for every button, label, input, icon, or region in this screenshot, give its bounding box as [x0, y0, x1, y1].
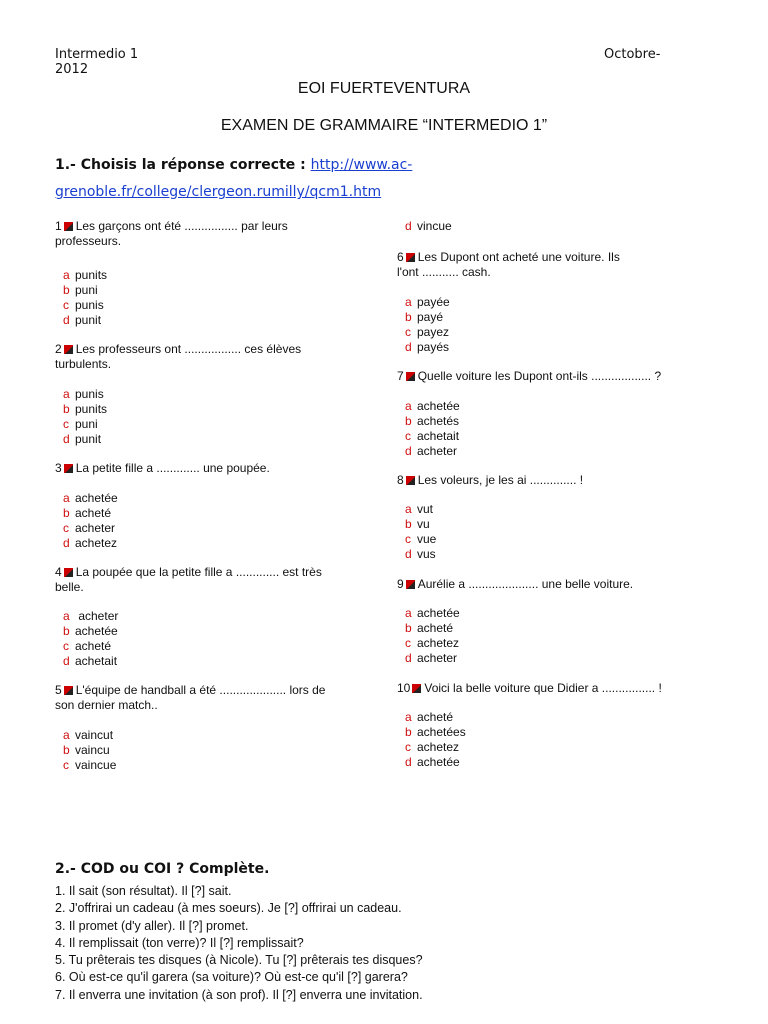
question-text-line: turbulents. [55, 357, 112, 371]
section2-list [55, 883, 735, 1004]
answer-option-5b[interactable] [63, 743, 110, 758]
answer-option-10d[interactable] [405, 755, 460, 770]
question-text: Les voleurs, je les ai .............. ! [417, 473, 584, 487]
option-text: achetez [417, 636, 460, 650]
option-text: punis [75, 298, 104, 312]
option-text: achetée [75, 624, 118, 638]
answer-option-8a[interactable] [405, 502, 433, 517]
answer-option-7b[interactable] [405, 414, 459, 429]
option-letter: b [405, 621, 412, 635]
section2-heading: 2.- COD ou COI ? Complète. [55, 861, 270, 877]
question-number: 7 [397, 369, 404, 383]
option-text: vaincu [75, 743, 110, 757]
option-text: achetez [75, 536, 118, 550]
option-text: payés [417, 340, 450, 354]
option-letter: d [63, 432, 70, 446]
option-letter: c [63, 639, 69, 653]
option-text: achetait [75, 654, 118, 668]
option-text: achetez [417, 740, 460, 754]
question-4 [55, 565, 355, 595]
answer-option-7c[interactable] [405, 429, 459, 444]
option-letter: b [63, 506, 70, 520]
answer-option-4c[interactable] [63, 639, 111, 654]
header-course-line1: Intermedio 1 [55, 47, 139, 62]
answer-option-10a[interactable] [405, 710, 453, 725]
option-letter: a [63, 268, 70, 282]
question-flag-icon [64, 345, 73, 354]
question-text-line [397, 369, 697, 384]
answer-option-3c[interactable] [63, 521, 115, 536]
question-number: 6 [397, 250, 404, 264]
question-flag-icon [406, 372, 415, 381]
answer-option-7a[interactable] [405, 399, 460, 414]
question-number: 5 [55, 683, 62, 697]
question-text: Aurélie a ..................... une belle voiture. [417, 577, 634, 591]
question-number: 4 [55, 565, 62, 579]
option-text: vaincue [75, 758, 117, 772]
option-letter: d [63, 313, 70, 327]
option-letter: a [63, 609, 70, 623]
answer-option-9b[interactable] [405, 621, 453, 636]
answer-option-4b[interactable] [63, 624, 118, 639]
question-text: Les professeurs ont ................. ces élèves [75, 342, 302, 356]
option-text: punis [75, 387, 104, 401]
option-letter: b [405, 725, 412, 739]
question-number: 3 [55, 461, 62, 475]
school-title: EOI FUERTEVENTURA [297, 80, 471, 97]
answer-option-6a[interactable] [405, 295, 450, 310]
option-letter: d [405, 219, 412, 233]
header-course-line2: 2012 [55, 62, 89, 77]
option-letter: a [405, 606, 412, 620]
answer-option-1d[interactable] [63, 313, 101, 328]
question-text: La poupée que la petite fille a ............. est très [75, 565, 322, 579]
option-text: payée [417, 295, 450, 309]
question-1 [55, 219, 355, 249]
option-text: puni [75, 417, 98, 431]
option-letter: c [405, 636, 411, 650]
option-letter: b [405, 517, 412, 531]
option-text: acheté [75, 639, 112, 653]
option-letter: a [63, 491, 70, 505]
option-text: acheter [417, 444, 458, 458]
exercise-item: 7. Il enverra une invitation (à son prof). Il [?] enverra une invitation. [55, 987, 423, 1002]
section1-heading [55, 151, 495, 205]
answer-option-9d[interactable] [405, 651, 457, 666]
answer-option-7d[interactable] [405, 444, 457, 459]
exercise-item: 1. Il sait (son résultat). Il [?] sait. [55, 884, 232, 898]
option-text: punit [75, 432, 102, 446]
question-7 [397, 369, 697, 384]
option-letter: c [405, 740, 411, 754]
option-letter: c [405, 429, 411, 443]
option-text: payé [417, 310, 444, 324]
option-letter: b [405, 310, 412, 324]
exercise-item: 5. Tu prêterais tes disques (à Nicole). Tu [?] prêterais tes disques? [55, 953, 423, 968]
question-text: Voici la belle voiture que Didier a ................ ! [424, 681, 662, 695]
option-text: punits [75, 402, 108, 416]
option-text: vut [417, 502, 434, 516]
option-text: punits [75, 268, 108, 282]
question-number: 10 [397, 681, 411, 695]
option-letter: d [405, 755, 412, 769]
question-flag-icon [64, 686, 73, 695]
option-letter: a [405, 295, 412, 309]
option-text: vue [417, 532, 437, 546]
exercise-item: 4. Il remplissait (ton verre)? Il [?] remplissait? [55, 935, 304, 950]
question-number: 8 [397, 473, 404, 487]
option-text: acheter [417, 651, 458, 665]
option-text: achetée [75, 491, 118, 505]
option-letter: b [63, 624, 70, 638]
option-text: vaincut [75, 728, 114, 742]
answer-option-4a[interactable] [63, 609, 118, 624]
answer-option-9c[interactable] [405, 636, 459, 651]
section1-label: 1.- Choisis la réponse correcte : [55, 157, 311, 173]
quiz-link-continued[interactable]: grenoble.fr/college/clergeon.rumilly/qcm1.htm [55, 184, 382, 200]
option-letter: d [405, 651, 412, 665]
question-text: Quelle voiture les Dupont ont-ils .................. ? [417, 369, 662, 383]
option-letter: d [405, 340, 412, 354]
question-5 [55, 683, 355, 713]
answer-option-5c[interactable] [63, 758, 116, 773]
question-text: La petite fille a ............. une poupée. [75, 461, 270, 475]
question-text: Les Dupont ont acheté une voiture. Ils [417, 250, 620, 264]
quiz-link[interactable]: http://www.ac- [310, 157, 413, 173]
question-text-line [397, 681, 697, 696]
question-flag-icon [64, 464, 73, 473]
answer-option-2a[interactable] [63, 387, 104, 402]
answer-option-5d[interactable] [405, 219, 452, 234]
answer-option-9a[interactable] [405, 606, 460, 621]
answer-option-8b[interactable] [405, 517, 430, 532]
header-date: Octobre- [604, 47, 661, 62]
option-letter: d [405, 547, 412, 561]
answer-option-2c[interactable] [63, 417, 98, 432]
option-letter: c [63, 417, 69, 431]
answer-option-6c[interactable] [405, 325, 449, 340]
question-text-line: professeurs. [55, 234, 122, 248]
question-text-line [55, 461, 355, 476]
option-text: punit [75, 313, 102, 327]
answer-option-1b[interactable] [63, 283, 98, 298]
option-letter: c [405, 325, 411, 339]
question-6 [397, 250, 697, 280]
option-letter: c [63, 298, 69, 312]
option-text: vu [417, 517, 430, 531]
option-text: vus [417, 547, 436, 561]
answer-option-6b[interactable] [405, 310, 443, 325]
question-text-line: son dernier match.. [55, 698, 158, 712]
answer-option-3b[interactable] [63, 506, 111, 521]
exam-title: EXAMEN DE GRAMMAIRE “INTERMEDIO 1” [220, 117, 548, 134]
option-letter: d [63, 536, 70, 550]
option-letter: c [405, 532, 411, 546]
option-text: payez [417, 325, 450, 339]
answer-option-6d[interactable] [405, 340, 449, 355]
question-text-line [397, 250, 697, 265]
answer-option-1c[interactable] [63, 298, 104, 313]
question-9 [397, 577, 697, 592]
exercise-item: 6. Où est-ce qu'il garera (sa voiture)? Où est-ce qu'il [?] garera? [55, 970, 408, 985]
option-letter: a [405, 502, 412, 516]
option-text: acheter [75, 609, 119, 623]
option-text: achetait [417, 429, 460, 443]
question-text-line [397, 577, 697, 592]
option-text: acheté [417, 710, 454, 724]
question-text-line: l'ont ........... cash. [397, 265, 491, 279]
answer-option-3d[interactable] [63, 536, 117, 551]
exercise-item: 2. J'offrirai un cadeau (à mes soeurs). Je [?] offrirai un cadeau. [55, 901, 402, 916]
option-letter: b [63, 283, 70, 297]
exercise-item: 3. Il promet (d'y aller). Il [?] promet. [55, 918, 249, 933]
option-text: achetés [417, 414, 460, 428]
option-text: achetées [417, 725, 466, 739]
option-text: achetée [417, 399, 460, 413]
option-letter: b [63, 402, 70, 416]
option-letter: c [63, 758, 69, 772]
question-text-line [55, 219, 355, 234]
answer-option-1a[interactable] [63, 268, 107, 283]
option-letter: a [63, 387, 70, 401]
header-course [55, 47, 138, 77]
question-2 [55, 342, 355, 372]
question-flag-icon [64, 222, 73, 231]
question-number: 1 [55, 219, 62, 233]
answer-option-4d[interactable] [63, 654, 117, 669]
option-letter: a [63, 728, 70, 742]
question-flag-icon [406, 253, 415, 262]
option-text: puni [75, 283, 98, 297]
option-text: acheter [75, 521, 116, 535]
answer-option-10b[interactable] [405, 725, 466, 740]
question-8 [397, 473, 697, 488]
option-text: achetée [417, 755, 460, 769]
question-text-line [55, 565, 355, 580]
option-letter: b [63, 743, 70, 757]
answer-option-5a[interactable] [63, 728, 113, 743]
option-letter: d [405, 444, 412, 458]
question-text: L'équipe de handball a été .................... lors de [75, 683, 326, 697]
question-flag-icon [64, 568, 73, 577]
option-letter: d [63, 654, 70, 668]
question-text-line: belle. [55, 580, 84, 594]
question-text-line [397, 473, 697, 488]
question-3 [55, 461, 355, 476]
option-letter: a [405, 710, 412, 724]
question-text-line [55, 683, 355, 698]
question-text-line [55, 342, 355, 357]
question-flag-icon [406, 580, 415, 589]
answer-option-8d[interactable] [405, 547, 436, 562]
option-text: acheté [417, 621, 454, 635]
question-number: 2 [55, 342, 62, 356]
answer-option-2b[interactable] [63, 402, 107, 417]
answer-option-10c[interactable] [405, 740, 459, 755]
question-number: 9 [397, 577, 404, 591]
option-text: achetée [417, 606, 460, 620]
question-10 [397, 681, 697, 696]
option-letter: a [405, 399, 412, 413]
answer-option-3a[interactable] [63, 491, 118, 506]
option-text: vincue [417, 219, 452, 233]
question-flag-icon [406, 476, 415, 485]
answer-option-8c[interactable] [405, 532, 436, 547]
answer-option-2d[interactable] [63, 432, 101, 447]
question-flag-icon [412, 684, 421, 693]
question-text: Les garçons ont été ................ par leurs [75, 219, 288, 233]
option-letter: b [405, 414, 412, 428]
option-text: acheté [75, 506, 112, 520]
option-letter: c [63, 521, 69, 535]
